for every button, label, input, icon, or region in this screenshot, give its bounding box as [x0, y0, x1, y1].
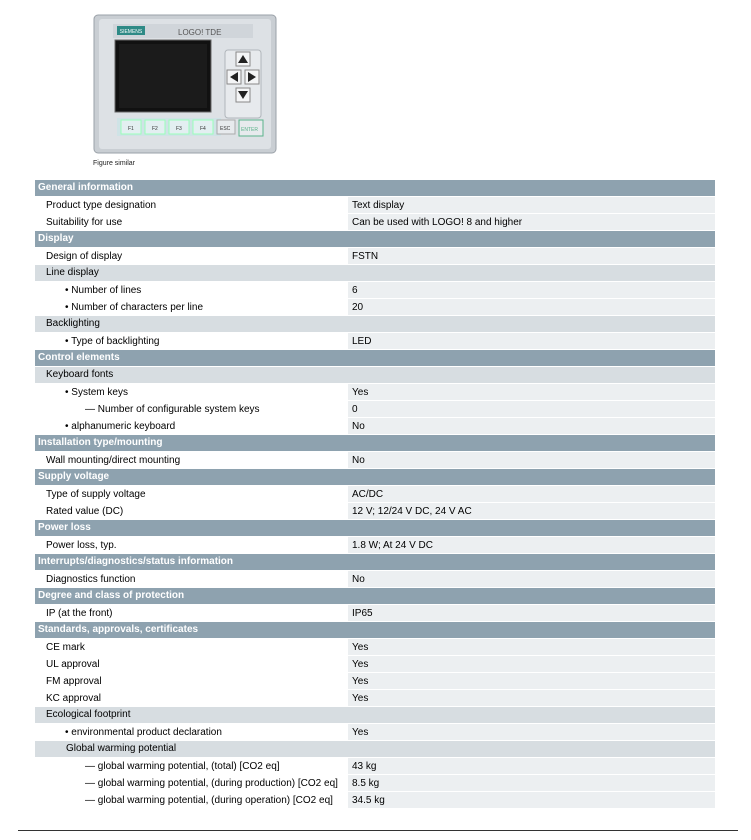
spec-value: Yes — [348, 690, 715, 706]
spec-key: CE mark — [35, 639, 345, 655]
spec-value: 12 V; 12/24 V DC, 24 V AC — [348, 503, 715, 519]
f1-key-label: F1 — [128, 126, 134, 132]
spec-key: • environmental product declaration — [35, 724, 345, 740]
table-row — [35, 486, 715, 502]
spec-value: 8.5 kg — [348, 775, 715, 791]
table-row — [35, 571, 715, 587]
table-row — [35, 197, 715, 213]
spec-value: AC/DC — [348, 486, 715, 502]
spec-key: — global warming potential, (during production) [CO2 eq] — [35, 775, 345, 791]
spec-value: 34.5 kg — [348, 792, 715, 808]
table-row — [35, 299, 715, 315]
table-row — [35, 503, 715, 519]
spec-value: Yes — [348, 673, 715, 689]
spec-value: 43 kg — [348, 758, 715, 774]
table-row — [35, 384, 715, 400]
spec-value: 20 — [348, 299, 715, 315]
spec-key: Suitability for use — [35, 214, 345, 230]
model-label: LOGO! TDE — [178, 28, 222, 37]
spec-key: FM approval — [35, 673, 345, 689]
spec-key: Diagnostics function — [35, 571, 345, 587]
spec-value: FSTN — [348, 248, 715, 264]
spec-key: • Number of lines — [35, 282, 345, 298]
esc-key-label: ESC — [220, 126, 231, 132]
table-row — [35, 656, 715, 672]
section-standards: Standards, approvals, certificates — [35, 622, 715, 638]
spec-key: — global warming potential, (during operation) [CO2 eq] — [35, 792, 345, 808]
spec-value: No — [348, 571, 715, 587]
spec-key: KC approval — [35, 690, 345, 706]
spec-value: 1.8 W; At 24 V DC — [348, 537, 715, 553]
spec-value: No — [348, 452, 715, 468]
spec-value: Yes — [348, 656, 715, 672]
f4-key-label: F4 — [200, 126, 206, 132]
f2-key-label: F2 — [152, 126, 158, 132]
spec-key: • Number of characters per line — [35, 299, 345, 315]
section-control: Control elements — [35, 350, 715, 366]
spec-key: Type of supply voltage — [35, 486, 345, 502]
product-image — [93, 14, 277, 154]
spec-value: Text display — [348, 197, 715, 213]
figure-caption: Figure similar — [93, 160, 136, 167]
spec-key: — global warming potential, (total) [CO2 eq] — [35, 758, 345, 774]
subsection-ecological: Ecological footprint — [35, 707, 715, 723]
table-row — [35, 792, 715, 808]
spec-key: Product type designation — [35, 197, 345, 213]
table-row — [35, 537, 715, 553]
spec-key: Wall mounting/direct mounting — [35, 452, 345, 468]
spec-value: Yes — [348, 724, 715, 740]
brand-logo: SIEMENS — [119, 29, 143, 35]
spec-key: IP (at the front) — [35, 605, 345, 621]
table-row — [35, 282, 715, 298]
spec-value: 0 — [348, 401, 715, 417]
table-row — [35, 605, 715, 621]
table-row — [35, 248, 715, 264]
table-row — [35, 333, 715, 349]
spec-value: IP65 — [348, 605, 715, 621]
table-row — [35, 673, 715, 689]
spec-value: 6 — [348, 282, 715, 298]
table-row — [35, 214, 715, 230]
subsection-gwp: Global warming potential — [35, 741, 715, 757]
spec-key: Power loss, typ. — [35, 537, 345, 553]
spec-key: Rated value (DC) — [35, 503, 345, 519]
table-row — [35, 758, 715, 774]
section-general: General information — [35, 180, 715, 196]
table-row — [35, 418, 715, 434]
spec-key: — Number of configurable system keys — [35, 401, 345, 417]
spec-value: No — [348, 418, 715, 434]
table-row — [35, 452, 715, 468]
table-row — [35, 401, 715, 417]
table-row — [35, 724, 715, 740]
spec-value: Yes — [348, 639, 715, 655]
spec-value: Yes — [348, 384, 715, 400]
subsection-backlighting: Backlighting — [35, 316, 715, 332]
section-display: Display — [35, 231, 715, 247]
spec-value: LED — [348, 333, 715, 349]
section-interrupts: Interrupts/diagnostics/status information — [35, 554, 715, 570]
table-row — [35, 690, 715, 706]
subsection-keyboard-fonts: Keyboard fonts — [35, 367, 715, 383]
subsection-line-display: Line display — [35, 265, 715, 281]
spec-key: Design of display — [35, 248, 345, 264]
section-protection: Degree and class of protection — [35, 588, 715, 604]
spec-table — [35, 180, 715, 809]
spec-key: UL approval — [35, 656, 345, 672]
spec-key: • System keys — [35, 384, 345, 400]
f3-key-label: F3 — [176, 126, 182, 132]
footer-divider — [18, 830, 738, 831]
spec-key: • alphanumeric keyboard — [35, 418, 345, 434]
spec-key: • Type of backlighting — [35, 333, 345, 349]
spec-value: Can be used with LOGO! 8 and higher — [348, 214, 715, 230]
section-power: Power loss — [35, 520, 715, 536]
section-installation: Installation type/mounting — [35, 435, 715, 451]
table-row — [35, 639, 715, 655]
section-supply: Supply voltage — [35, 469, 715, 485]
table-row — [35, 775, 715, 791]
enter-key-label: ENTER — [241, 127, 258, 133]
